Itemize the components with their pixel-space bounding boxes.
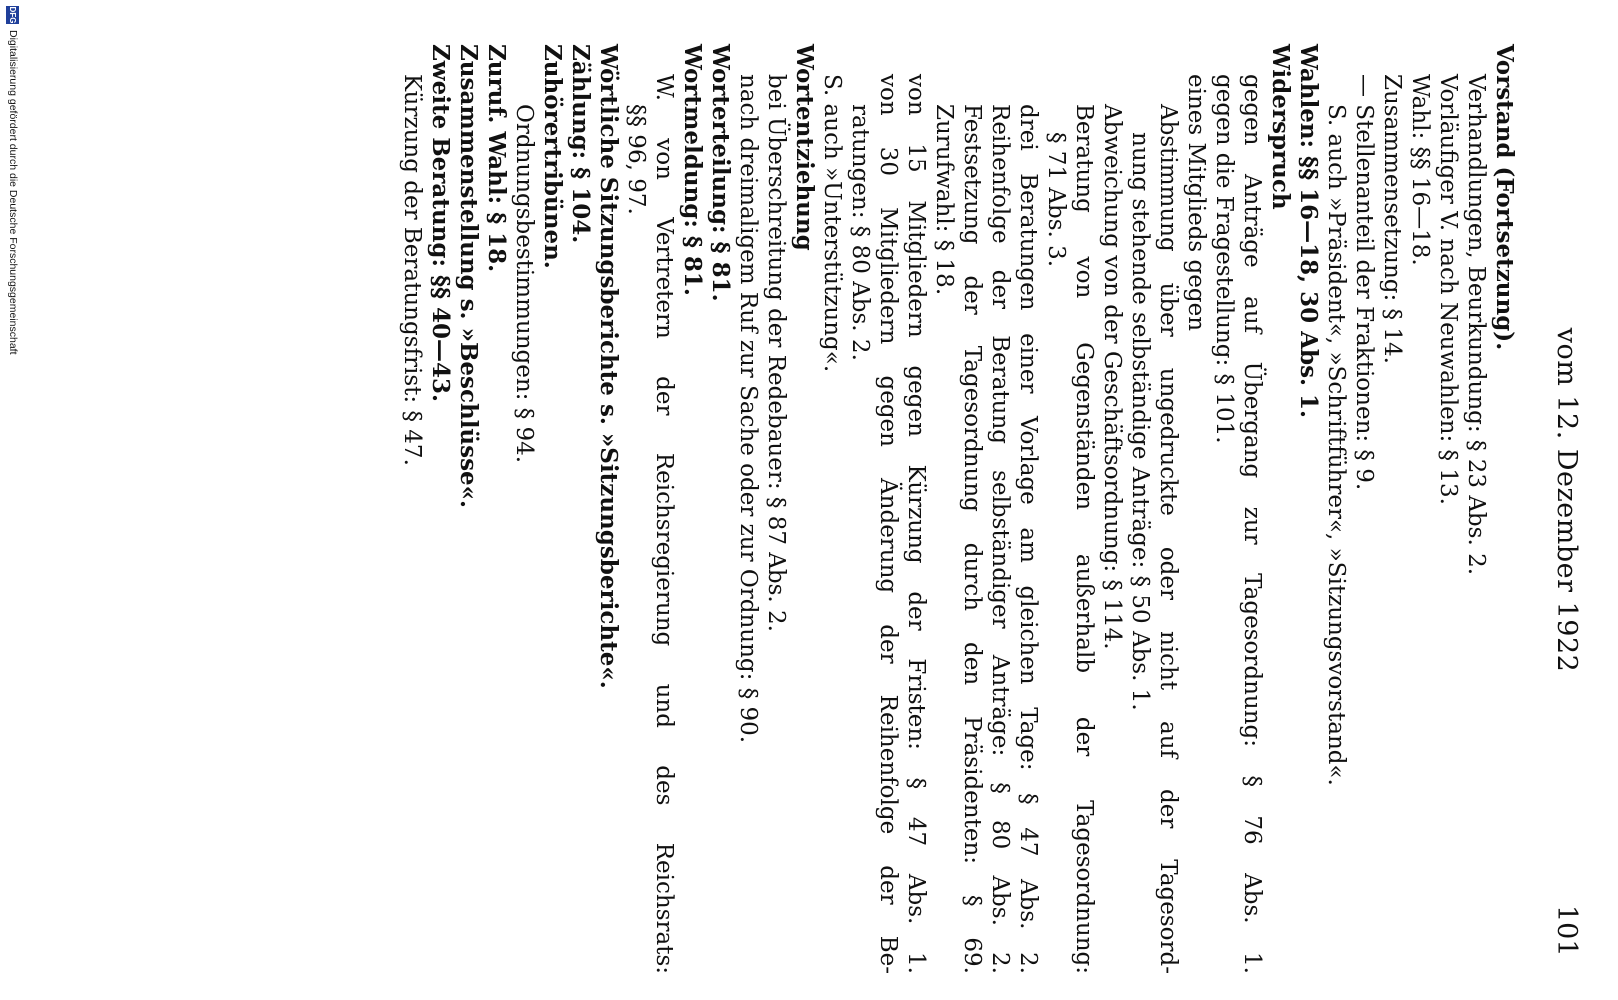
index-entry: Reihenfolge der Beratung selbständiger Anträge: § 80 Abs. 2.: [987, 104, 1013, 974]
footer: [0, 0, 22, 1000]
index-entry: §§ 96, 97.: [623, 104, 649, 215]
index-heading: Widerspruch: [1267, 44, 1294, 210]
index-heading: Zuhörertribünen.: [539, 44, 566, 269]
index-entry: drei Beratungen einer Vorlage am gleichen Tage: § 47 Abs. 2.: [1015, 104, 1041, 974]
index-heading: Wahlen: §§ 16—18, 30 Abs. 1.: [1295, 44, 1322, 419]
index-entry: — Stellenanteil der Fraktionen: § 9.: [1351, 74, 1377, 491]
index-entry: Ordnungsbestimmungen: § 94.: [511, 104, 537, 464]
index-entry: Zusammensetzung: § 14.: [1379, 74, 1405, 364]
page-title: vom 12. Dezember 1922: [1551, 327, 1582, 673]
index-entry: Verhandlungen, Beurkundung: § 23 Abs. 2.: [1463, 74, 1489, 576]
index-entry: § 71 Abs. 3.: [1043, 132, 1069, 268]
index-entry: gegen die Fragestellung: § 101.: [1211, 74, 1237, 444]
index-heading: Zählung: § 104.: [567, 44, 594, 244]
dfg-logo-icon: DFG: [8, 6, 17, 24]
index-entry: von 15 Mitgliedern gegen Kürzung der Fristen: § 47 Abs. 1.: [903, 74, 929, 974]
index-heading: Vorstand (Fortsetzung).: [1491, 44, 1518, 351]
index-entry: nung stehende selbständige Anträge: § 50 Abs. 1.: [1127, 132, 1153, 711]
index-heading: Zweite Beratung: §§ 40—43.: [427, 44, 454, 403]
footer-credit: Digitalisierung gefördert durch die Deutsche Forschungsgemeinschaft: [7, 30, 19, 355]
index-entry: Vorläufiger V. nach Neuwahlen: § 13.: [1435, 74, 1461, 505]
index-entry: Abstimmung über ungedruckte oder nicht auf der Tagesord-: [1155, 104, 1181, 974]
index-entry: S. auch »Unterstützung«.: [819, 74, 845, 373]
index-entry: gegen Anträge auf Übergang zur Tagesordnung: § 76 Abs. 1.: [1239, 74, 1265, 974]
index-entry: Abweichung von der Geschäftsordnung: § 114.: [1099, 104, 1125, 650]
index-entry: Kürzung der Beratungsfrist: § 47.: [399, 74, 425, 466]
index-entry: Wahl: §§ 16—18.: [1407, 74, 1433, 266]
index-entry: W. von Vertretern der Reichsregierung und des Reichsrats:: [651, 74, 677, 974]
index-entry: S. auch »Präsident«, »Schriftführer«, »Sitzungsvorstand«.: [1323, 104, 1349, 786]
index-entry: von 30 Mitgliedern gegen Änderung der Reihenfolge der Be-: [875, 74, 901, 974]
index-entry: bei Überschreitung der Redebauer: § 87 Abs. 2.: [763, 74, 789, 632]
page-header: [1540, 0, 1588, 1000]
index-body: [398, 44, 1518, 974]
index-heading: Wörtliche Sitzungsberichte s. »Sitzungsberichte«.: [595, 44, 622, 689]
index-heading: Zusammenstellung s. »Beschlüsse«.: [455, 44, 482, 509]
index-heading: Wortentziehung: [791, 44, 818, 251]
index-entry: Beratung von Gegenständen außerhalb der Tagesordnung:: [1071, 104, 1097, 974]
index-heading: Zuruf. Wahl: § 18.: [483, 44, 510, 273]
index-entry: eines Mitglieds gegen: [1183, 74, 1209, 332]
page-number: 101: [1551, 905, 1582, 957]
index-entry: ratungen: § 80 Abs. 2.: [847, 104, 873, 361]
index-entry: nach dreimaligem Ruf zur Sache oder zur Ordnung: § 90.: [735, 74, 761, 744]
index-heading: Worterteilung: § 81.: [707, 44, 734, 302]
index-entry: Festsetzung der Tagesordnung durch den Präsidenten: § 69.: [959, 104, 985, 974]
index-entry: Zurufwahl: § 18.: [931, 104, 957, 296]
index-heading: Wortmeldung: § 81.: [679, 44, 706, 296]
